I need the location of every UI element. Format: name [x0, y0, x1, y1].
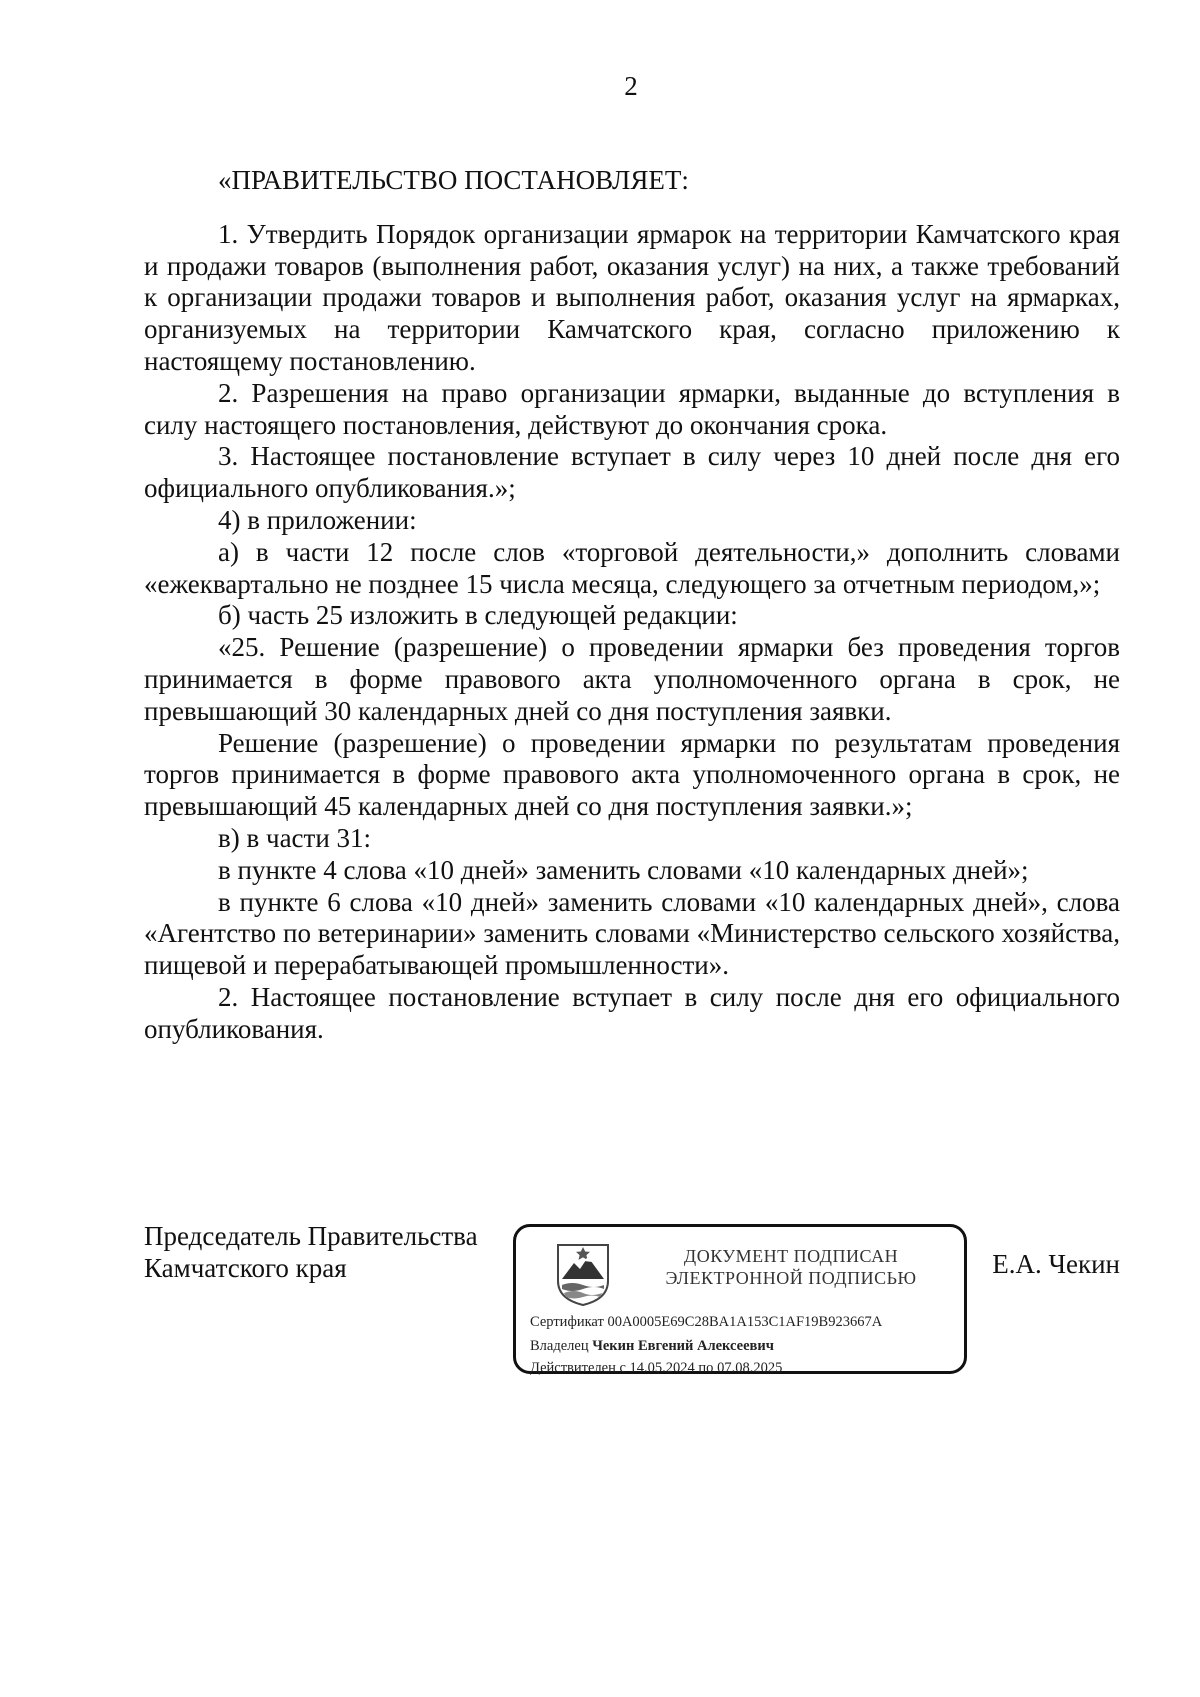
stamp-title-line-2: ЭЛЕКТРОННОЙ ПОДПИСЬЮ: [665, 1268, 917, 1288]
valid-from-date: 14.05.2024: [629, 1360, 695, 1376]
paragraph-5: а) в части 12 после слов «торговой деятельности,» дополнить словами «ежеквартально не позднее 15 числа месяца, следующего за отчетным периодом,»;: [144, 536, 1120, 599]
paragraph-9: в) в части 31:: [218, 822, 372, 853]
signatory-position-line-2: Камчатского края: [144, 1252, 347, 1283]
kamchatka-coat-of-arms-icon: [554, 1241, 612, 1307]
resolution-heading: «ПРАВИТЕЛЬСТВО ПОСТАНОВЛЯЕТ:: [218, 165, 689, 195]
paragraph-8: Решение (разрешение) о проведении ярмарки по результатам проведения торгов принимается в форме правового акта уполномоченного органа в срок, не превышающий 45 календарных дней со дня поступления заявки.»;: [144, 727, 1120, 822]
owner-value: Чекин Евгений Алексеевич: [592, 1338, 774, 1354]
paragraph-7: «25. Решение (разрешение) о проведении ярмарки без проведения торгов принимается в форме правового акта уполномоченного органа в срок, не превышающий 30 календарных дней со дня поступления заявки.: [144, 632, 1120, 726]
document-body: [144, 165, 1120, 1046]
paragraph-1: 1. Утвердить Порядок организации ярмарок на территории Камчатского края и продажи товаров (выполнения работ, оказания услуг) на них, а также требований к организации продажи товаров и выполнения работ, оказания услуг на ярмарках, организуемых на территории Камчатского края, согласно приложению к настоящему постановлению.: [144, 218, 1120, 376]
certificate-label: Сертификат: [530, 1314, 604, 1330]
paragraph-2: 2. Разрешения на право организации ярмарки, выданные до вступления в силу настоящего постановления, действуют до окончания срока.: [144, 377, 1120, 440]
valid-label: Действителен: [530, 1360, 616, 1376]
signatory-position: [144, 1221, 478, 1285]
certificate-value: 00A0005E69C28BA1A153C1AF19B923667A: [607, 1314, 883, 1330]
paragraph-12: 2. Настоящее постановление вступает в силу после дня его официального опубликования.: [144, 981, 1120, 1044]
valid-to-date: 07.08.2025: [717, 1360, 783, 1376]
stamp-title: [616, 1245, 966, 1289]
paragraph-4: 4) в приложении:: [218, 504, 417, 535]
paragraph-11: в пункте 6 слова «10 дней» заменить словами «10 календарных дней», слова «Агентство по ветеринарии» заменить словами «Министерство сельского хозяйства, пищевой и перерабатывающей промышленности».: [144, 886, 1120, 981]
signatory-name: Е.А. Чекин: [992, 1249, 1120, 1279]
stamp-title-line-1: ДОКУМЕНТ ПОДПИСАН: [683, 1246, 899, 1266]
signatory-position-line-1: Председатель Правительства: [144, 1221, 478, 1251]
page-number: 2: [624, 71, 638, 101]
stamp-certificate: [530, 1313, 882, 1331]
valid-from-label: с: [619, 1360, 626, 1376]
stamp-validity: [530, 1359, 782, 1377]
electronic-signature-stamp: [513, 1224, 967, 1374]
paragraph-3: 3. Настоящее постановление вступает в силу через 10 дней после дня его официального опубликования.»;: [144, 441, 1120, 504]
owner-label: Владелец: [530, 1338, 589, 1354]
paragraph-10: в пункте 4 слова «10 дней» заменить словами «10 календарных дней»;: [218, 854, 1029, 885]
valid-to-label: по: [698, 1360, 714, 1376]
paragraph-6: б) часть 25 изложить в следующей редакции:: [218, 600, 738, 631]
stamp-owner: [530, 1337, 774, 1355]
